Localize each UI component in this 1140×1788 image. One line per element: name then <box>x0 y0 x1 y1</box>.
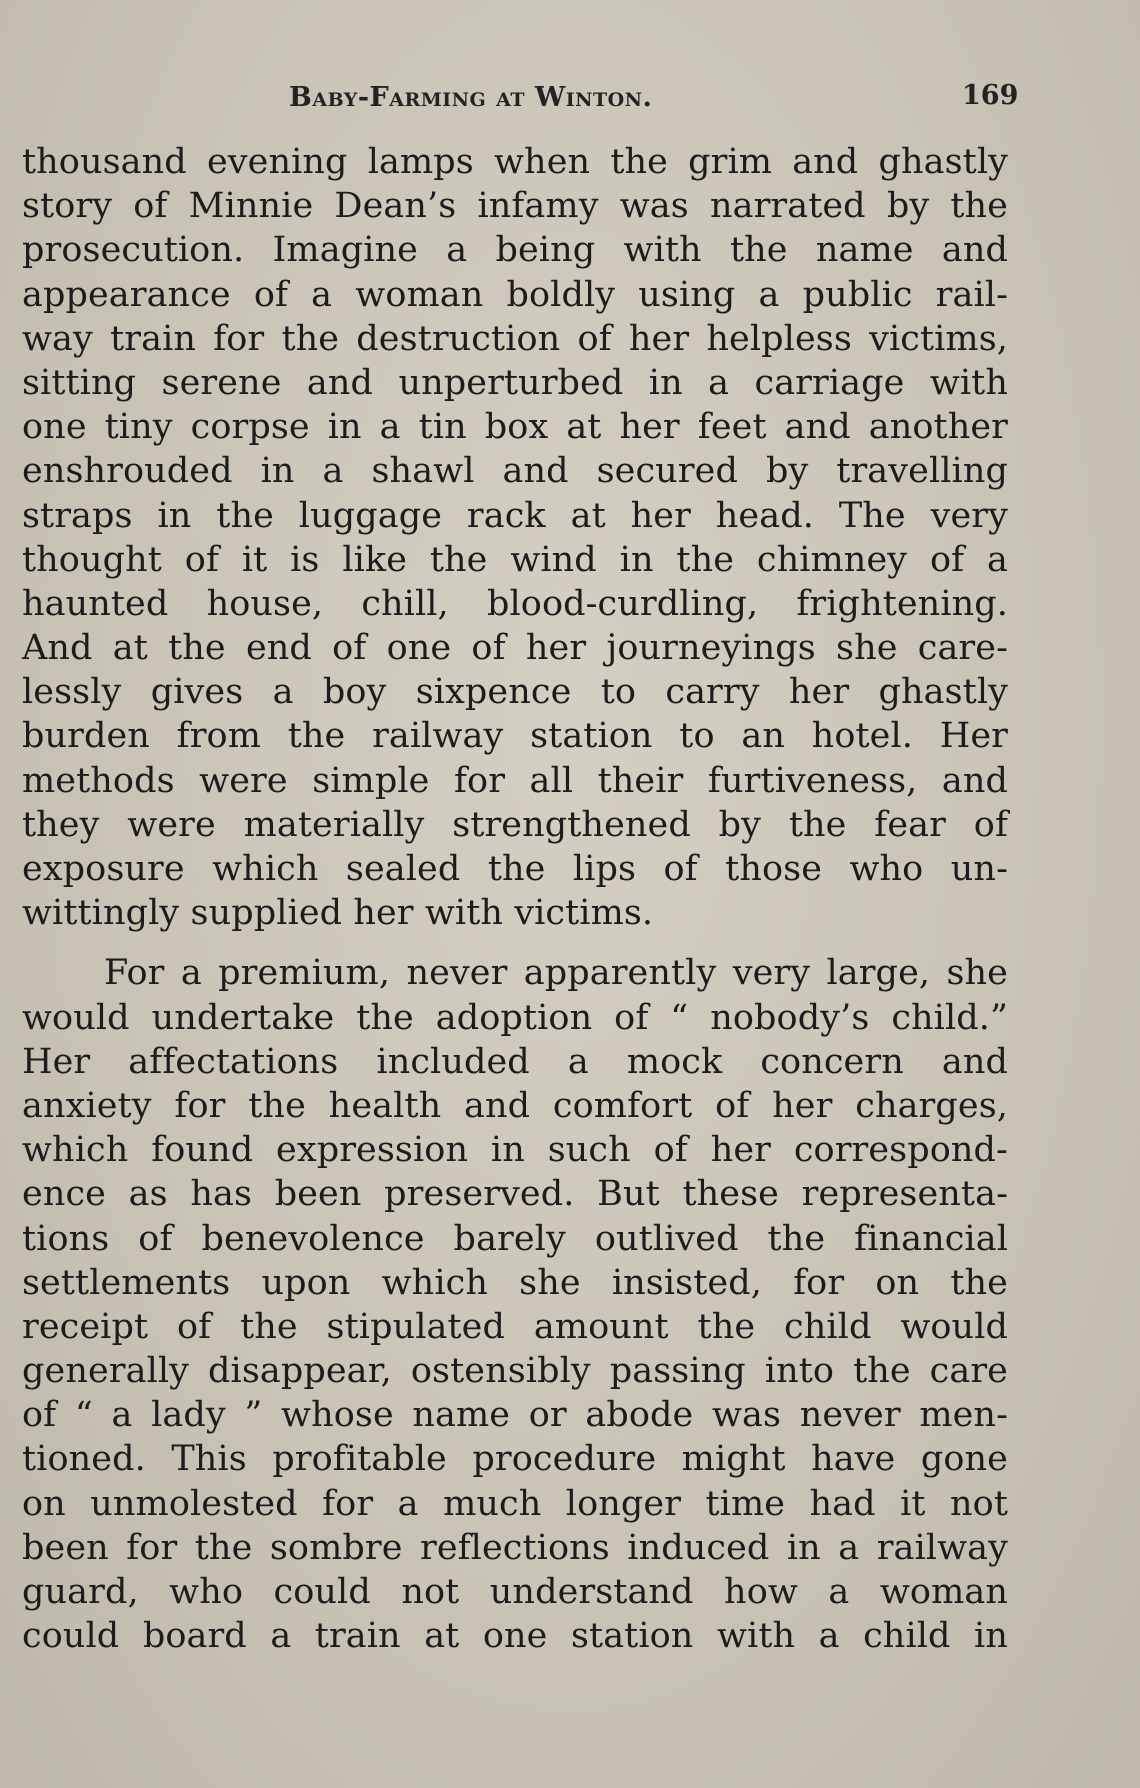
text-line: which found expression in such of her correspond- <box>22 1130 1008 1171</box>
text-line: tions of benevolence barely outlived the financial <box>22 1218 1008 1259</box>
text-line: appearance of a woman boldly using a public rail- <box>22 274 1008 315</box>
running-header <box>0 80 1140 120</box>
text-line: anxiety for the health and comfort of her charges, <box>22 1085 1008 1126</box>
text-line: they were materially strengthened by the fear of <box>22 804 1008 845</box>
text-line: receipt of the stipulated amount the child would <box>22 1306 1008 1347</box>
text-line: burden from the railway station to an hotel. Her <box>22 716 1008 757</box>
text-line: tioned. This profitable procedure might have gone <box>22 1439 1008 1480</box>
paragraph-gap <box>22 935 1008 951</box>
text-line: thousand evening lamps when the grim and ghastly <box>22 142 1008 182</box>
text-line: straps in the luggage rack at her head. The very <box>22 495 1008 536</box>
text-line: lessly gives a boy sixpence to carry her ghastly <box>22 672 1008 713</box>
paragraph-1 <box>22 140 1008 935</box>
text-line: wittingly supplied her with victims. <box>22 893 654 934</box>
text-line: settlements upon which she insisted, for on the <box>22 1262 1008 1303</box>
text-line: generally disappear, ostensibly passing into the care <box>22 1351 1008 1392</box>
text-line: methods were simple for all their furtiveness, and <box>22 760 1008 801</box>
text-line: thought of it is like the wind in the chimney of a <box>22 539 1008 580</box>
text-line: one tiny corpse in a tin box at her feet and another <box>22 407 1008 448</box>
text-line: prosecution. Imagine a being with the name and <box>22 230 1008 271</box>
running-title: Baby-Farming at Winton. <box>289 82 653 113</box>
text-line: of “ a lady ” whose name or abode was never men- <box>22 1395 1008 1436</box>
text-line: could board a train at one station with a child in <box>22 1616 1008 1657</box>
text-line: For a premium, never apparently very large, she <box>104 953 1008 994</box>
text-line: way train for the destruction of her helpless victims, <box>22 318 1008 359</box>
text-line: exposure which sealed the lips of those who un- <box>22 849 1008 889</box>
text-line: would undertake the adoption of “ nobody’s child.” <box>22 997 1008 1038</box>
paragraph-2 <box>22 951 1008 1658</box>
text-line: ence as has been preserved. But these representa- <box>22 1174 1008 1215</box>
text-line: haunted house, chill, blood-curdling, frightening. <box>22 583 1008 624</box>
text-line: enshrouded in a shawl and secured by travelling <box>22 451 1008 492</box>
text-line: Her affectations included a mock concern and <box>22 1041 1008 1082</box>
text-line: story of Minnie Dean’s infamy was narrated by the <box>22 186 1008 227</box>
text-line: sitting serene and unperturbed in a carriage with <box>22 362 1008 403</box>
text-line: been for the sombre reflections induced in a railway <box>22 1527 1008 1568</box>
body-text <box>22 140 1008 1658</box>
page-number: 169 <box>962 80 1019 111</box>
text-line: on unmolested for a much longer time had it not <box>22 1483 1008 1524</box>
text-line: And at the end of one of her journeyings she care- <box>22 628 1008 669</box>
text-line: guard, who could not understand how a woman <box>22 1572 1008 1612</box>
